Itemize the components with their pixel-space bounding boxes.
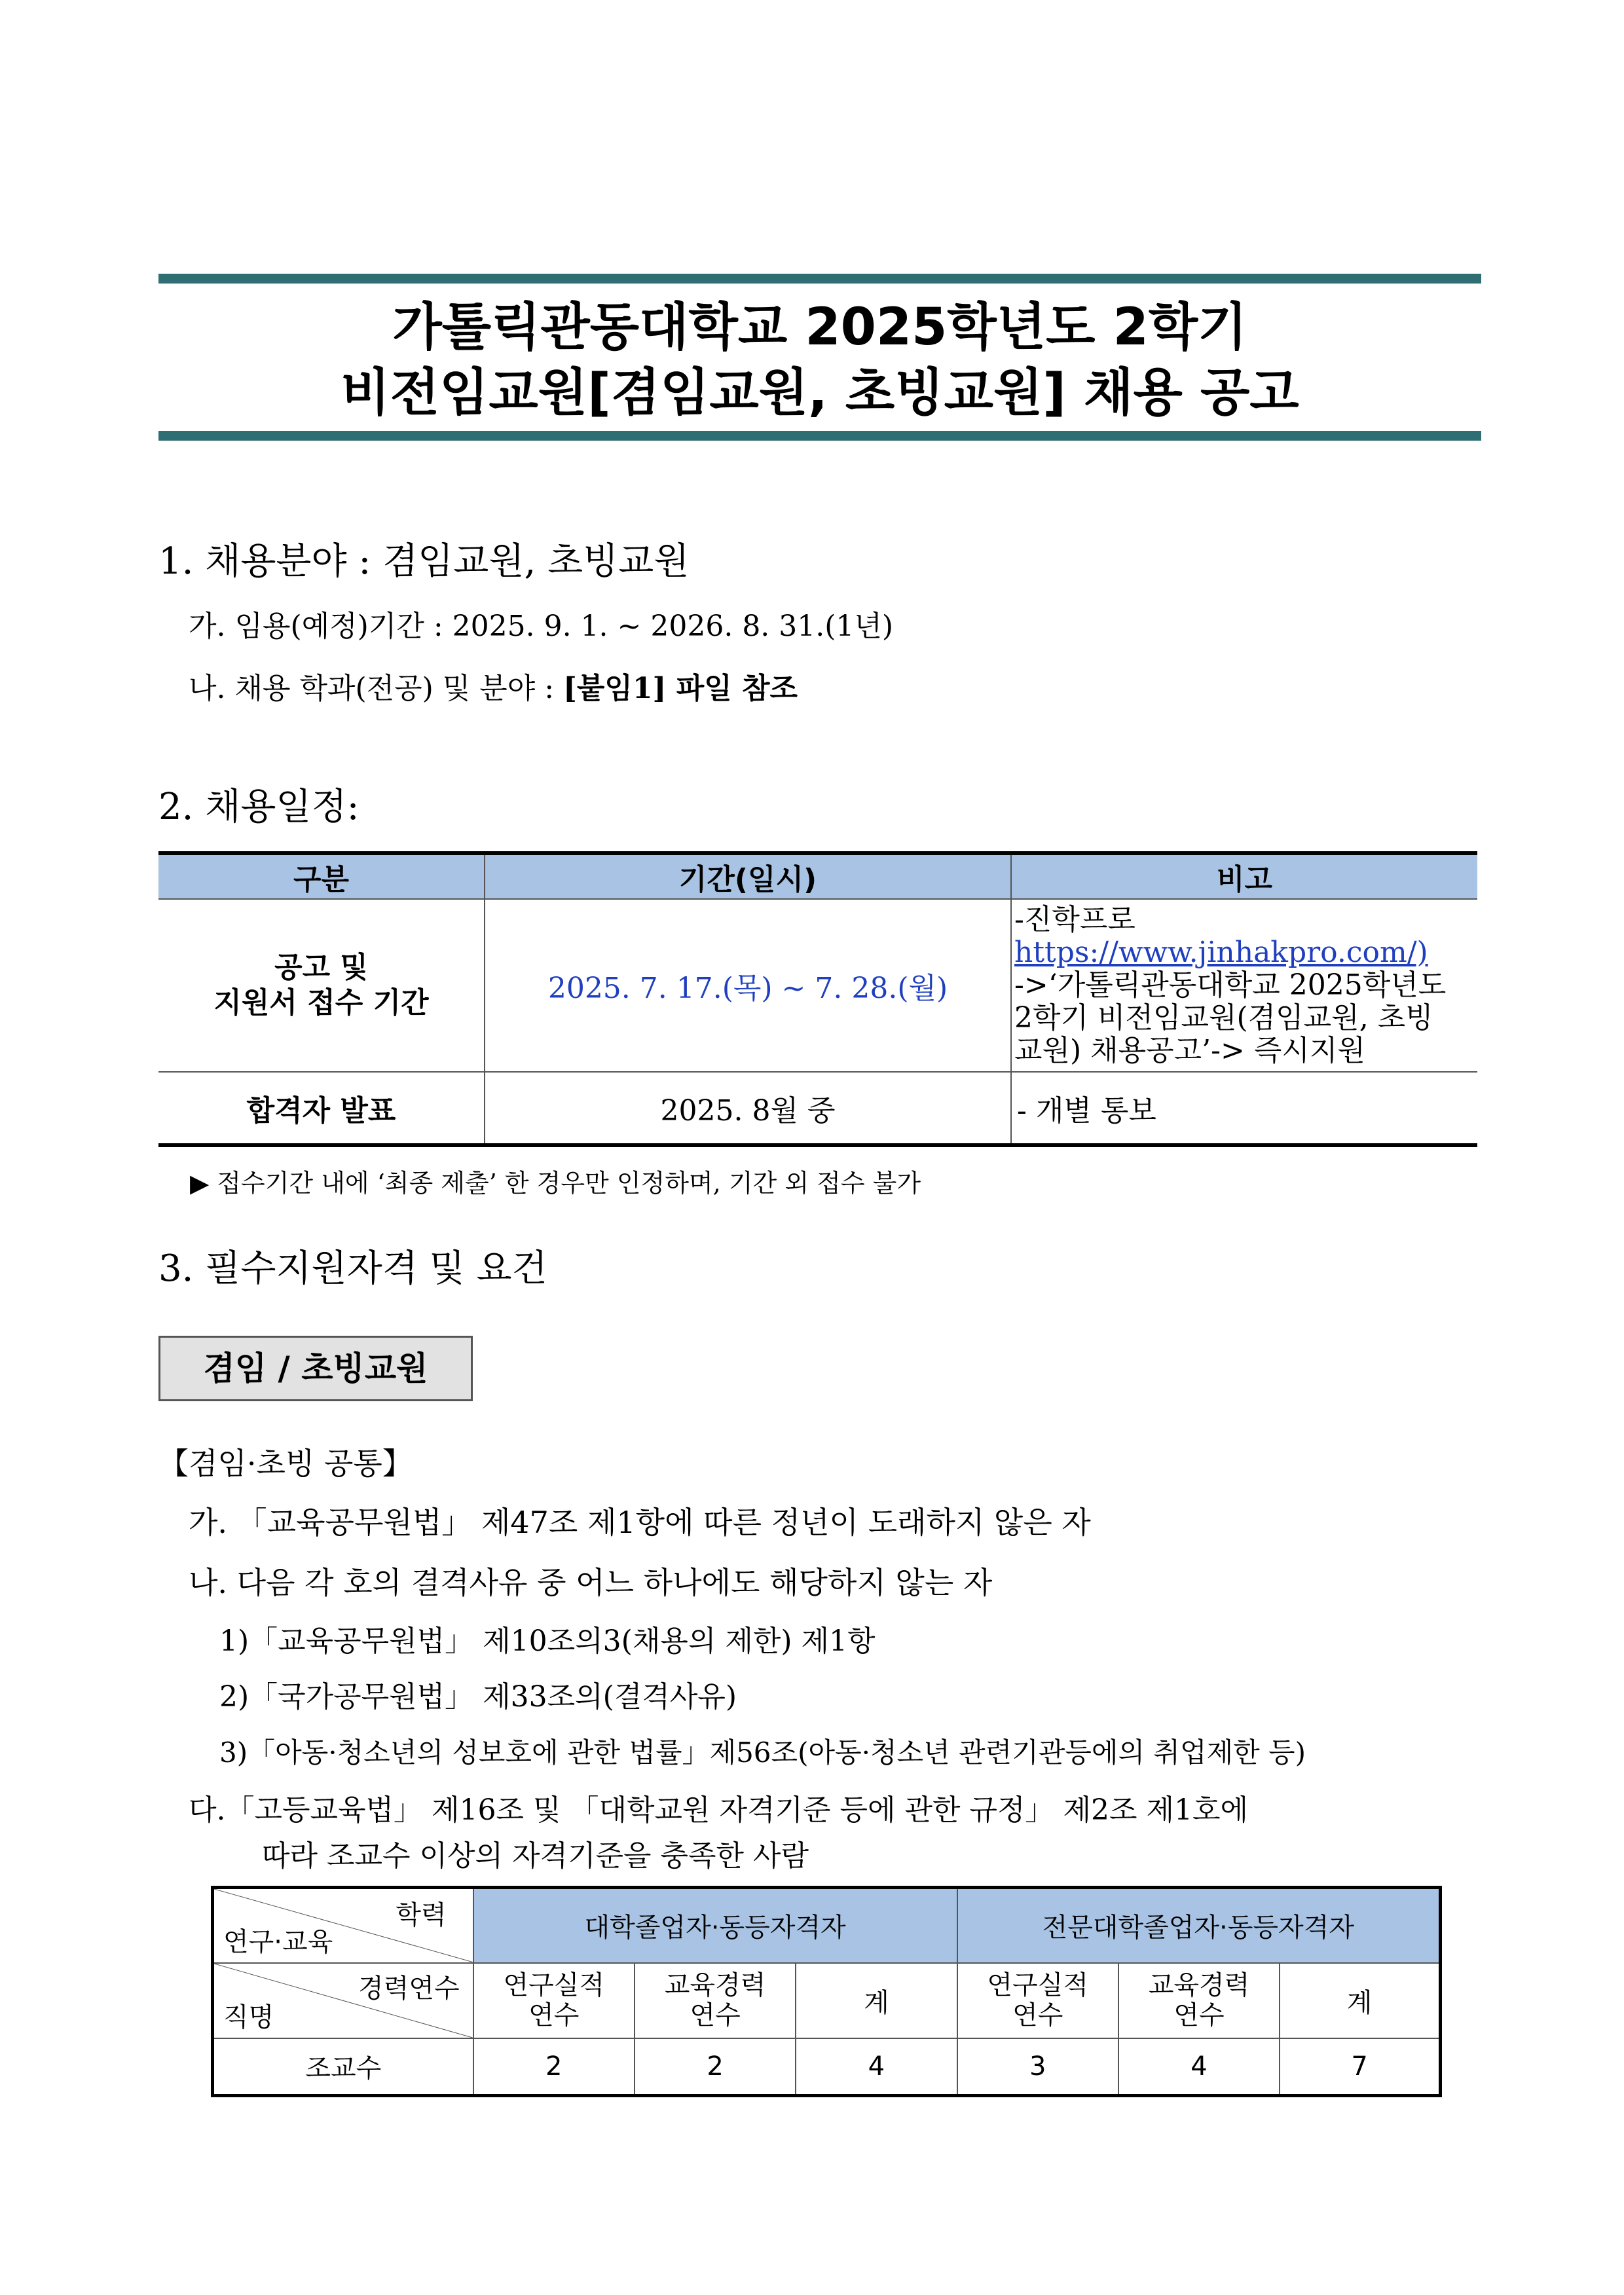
schedule-row1-note-line5: 교원) 채용공고’-> 즉시지원: [1014, 1034, 1365, 1067]
schedule-header-period: 기간(일시): [485, 853, 1011, 899]
schedule-row1-note-line4: 2학기 비전임교원(겸임교원, 초빙: [1014, 1001, 1433, 1035]
section1-item-na-bold: [붙임1] 파일 참조: [563, 672, 798, 705]
schedule-row2-period: 2025. 8월 중: [485, 1072, 1011, 1145]
qual-col-research-1-b: 연수: [528, 2000, 580, 2030]
schedule-row1-note-line1: -진학프로: [1014, 903, 1135, 936]
schedule-row2-label: 합격자 발표: [158, 1072, 485, 1145]
qual-col-teaching-1-b: 연수: [690, 2000, 741, 2030]
qual-value-6: 7: [1280, 2038, 1440, 2096]
section3-sub1: 1)「교육공무원법」 제10조의3(채용의 제한) 제1항: [219, 1625, 876, 1658]
qual-corner-career: [213, 1963, 473, 2038]
qual-col-total-1: 계: [796, 1963, 957, 2038]
section3-item-ga: 가. 「교육공무원법」 제47조 제1항에 따른 정년이 도래하지 않은 자: [189, 1505, 1091, 1540]
section3-sub2: 2)「국가공무원법」 제33조의(결격사유): [219, 1680, 737, 1714]
qual-col-total-2: 계: [1280, 1963, 1440, 2038]
qual-value-1: 2: [473, 2038, 635, 2096]
section3-sub3: 3)「아동·청소년의 성보호에 관한 법률」제56조(아동·청소년 관련기관등에의 취업제한 등): [219, 1736, 1306, 1769]
qual-group-university: 대학졸업자·동등자격자: [473, 1888, 957, 1963]
qual-col-teaching-2-b: 연수: [1173, 2000, 1225, 2030]
schedule-row1-note-line3: ->‘가톨릭관동대학교 2025학년도: [1014, 968, 1447, 1002]
section3-subheading: 【겸임·초빙 공통】: [158, 1446, 413, 1481]
qualification-table: [211, 1886, 1442, 2097]
qual-value-4: 3: [957, 2038, 1118, 2096]
schedule-row1-period: 2025. 7. 17.(목) ~ 7. 28.(월): [485, 899, 1011, 1072]
section1-heading: 1. 채용분야 : 겸임교원, 초빙교원: [158, 540, 690, 583]
qual-corner1-bottom: 연구·교육: [223, 1926, 333, 1957]
section2-heading: 2. 채용일정:: [158, 786, 360, 828]
qual-corner-education: [213, 1888, 473, 1963]
title-top-bar: [158, 274, 1481, 284]
qual-col-teaching-1: [635, 1963, 796, 2038]
qualification-box-label: [158, 1336, 473, 1401]
section1-item-na: [189, 671, 798, 707]
schedule-row1-note: [1011, 899, 1477, 1072]
qual-value-2: 2: [635, 2038, 796, 2096]
qual-col-research-1-a: 연구실적: [503, 1970, 605, 2000]
qual-corner2-top: 경력연수: [358, 1973, 460, 2004]
schedule-row1-label: [158, 899, 485, 1072]
qual-group-college: 전문대학졸업자·동등자격자: [957, 1888, 1441, 1963]
schedule-footnote: ▶ 접수기간 내에 ‘최종 제출’ 한 경우만 인정하며, 기간 외 접수 불가: [190, 1169, 921, 1198]
section1-item-ga: 가. 임용(예정)기간 : 2025. 9. 1. ~ 2026. 8. 31.(1년): [189, 610, 894, 643]
page-title-line1: 가톨릭관동대학교 2025학년도 2학기: [392, 298, 1247, 357]
section3-heading: 3. 필수지원자격 및 요건: [158, 1247, 547, 1290]
qual-row-label: 조교수: [213, 2038, 473, 2096]
page-title-line2: 비전임교원[겸임교원, 초빙교원] 채용 공고: [341, 363, 1299, 422]
qual-col-research-2-a: 연구실적: [987, 1970, 1088, 2000]
qual-col-research-2: [957, 1963, 1118, 2038]
qual-col-research-2-b: 연수: [1012, 2000, 1063, 2030]
title-bottom-bar: [158, 431, 1481, 441]
jinhakpro-link[interactable]: https://www.jinhakpro.com/): [1014, 936, 1428, 969]
qual-col-teaching-2: [1118, 1963, 1280, 2038]
schedule-row2-note: - 개별 통보: [1011, 1072, 1477, 1145]
schedule-table: [158, 851, 1477, 1147]
qual-col-teaching-2-a: 교육경력: [1148, 1970, 1250, 2000]
qual-corner1-top: 학력: [396, 1900, 447, 1930]
schedule-row1-label-line1: 공고 및: [274, 951, 368, 984]
qual-value-3: 4: [796, 2038, 957, 2096]
qual-corner2-bottom: 직명: [223, 2002, 274, 2032]
schedule-row1-label-line2: 지원서 접수 기간: [213, 986, 429, 1019]
section1-item-na-text: 나. 채용 학과(전공) 및 분야 :: [189, 672, 564, 705]
section3-item-na: 나. 다음 각 호의 결격사유 중 어느 하나에도 해당하지 않는 자: [189, 1565, 993, 1600]
section3-item-da-line2: 따라 조교수 이상의 자격기준을 충족한 사람: [262, 1839, 809, 1873]
qualification-box-text: 겸임 / 초빙교원: [203, 1349, 428, 1387]
qual-col-teaching-1-a: 교육경력: [664, 1970, 766, 2000]
qual-value-5: 4: [1118, 2038, 1280, 2096]
qual-col-research-1: [473, 1963, 635, 2038]
section3-item-da-line1: 다.「고등교육법」 제16조 및 「대학교원 자격기준 등에 관한 규정」 제2조 제1호에: [189, 1793, 1248, 1827]
schedule-header-note: 비고: [1011, 853, 1477, 899]
schedule-header-category: 구분: [158, 853, 485, 899]
